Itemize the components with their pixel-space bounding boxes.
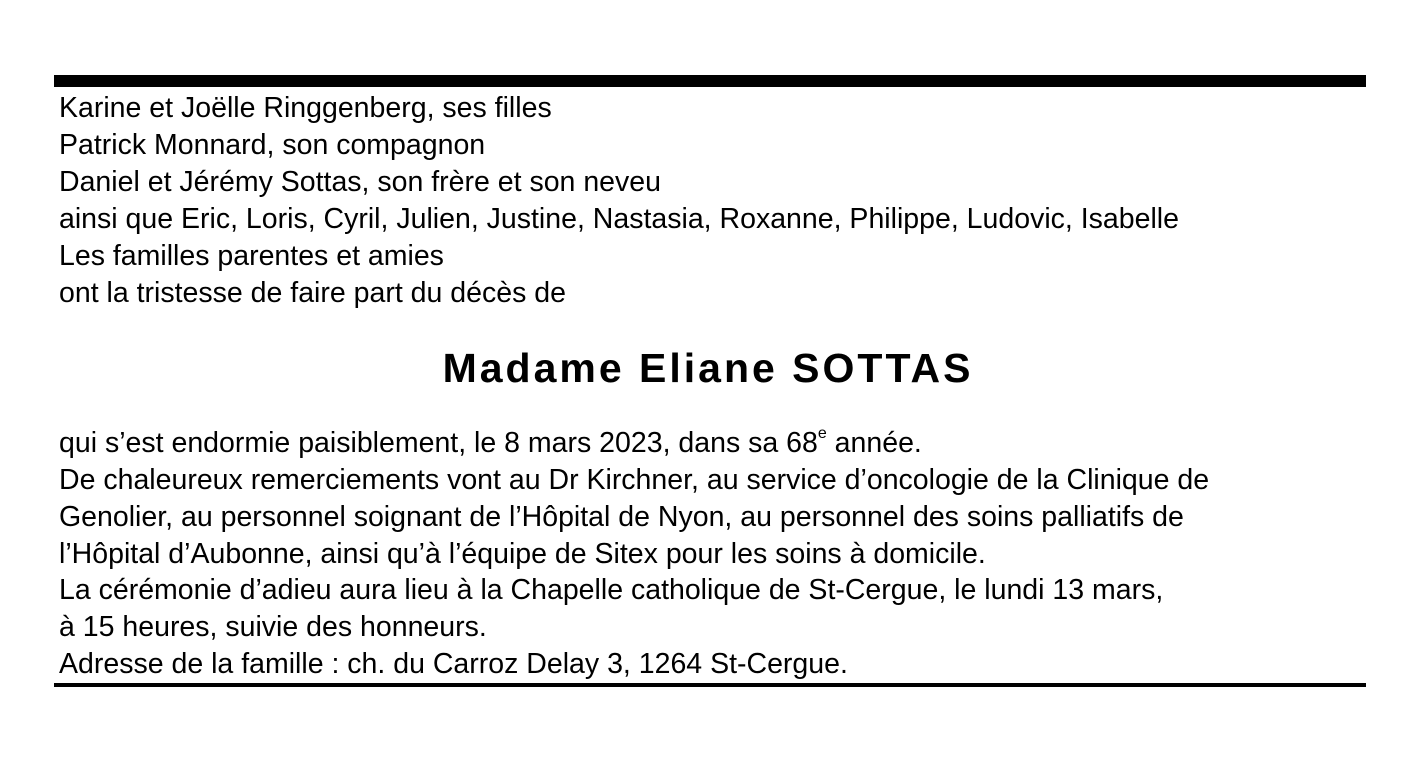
bottom-rule bbox=[54, 683, 1366, 687]
intro-line-announcement: ont la tristesse de faire part du décès de bbox=[59, 277, 566, 309]
top-rule bbox=[54, 75, 1366, 87]
thanks-line-1: De chaleureux remerciements vont au Dr Kirchner, au service d’oncologie de la Clinique de bbox=[59, 464, 1210, 496]
death-line-end: année. bbox=[826, 427, 922, 459]
death-line bbox=[59, 425, 922, 462]
intro-line-companion: Patrick Monnard, son compagnon bbox=[59, 129, 486, 161]
intro-line-families: Les familles parentes et amies bbox=[59, 240, 444, 272]
thanks-line-2: Genolier, au personnel soignant de l’Hôpital de Nyon, au personnel des soins palliatifs de bbox=[59, 501, 1184, 533]
intro-line-brother-nephew: Daniel et Jérémy Sottas, son frère et son neveu bbox=[59, 166, 661, 198]
death-line-superscript: e bbox=[817, 424, 827, 442]
ceremony-line-2: à 15 heures, suivie des honneurs. bbox=[59, 611, 487, 643]
deceased-name: Madame Eliane SOTTAS bbox=[442, 345, 974, 391]
death-line-text: qui s’est endormie paisiblement, le 8 mars 2023, dans sa 68 bbox=[59, 427, 818, 459]
thanks-line-3: l’Hôpital d’Aubonne, ainsi qu’à l’équipe de Sitex pour les soins à domicile. bbox=[59, 538, 986, 570]
ceremony-line-1: La cérémonie d’adieu aura lieu à la Chapelle catholique de St-Cergue, le lundi 13 mars, bbox=[59, 574, 1164, 606]
intro-line-daughters: Karine et Joëlle Ringgenberg, ses filles bbox=[59, 92, 552, 124]
family-address: Adresse de la famille : ch. du Carroz Delay 3, 1264 St-Cergue. bbox=[59, 648, 848, 680]
intro-line-others: ainsi que Eric, Loris, Cyril, Julien, Justine, Nastasia, Roxanne, Philippe, Ludovic, Isabelle bbox=[59, 203, 1179, 235]
